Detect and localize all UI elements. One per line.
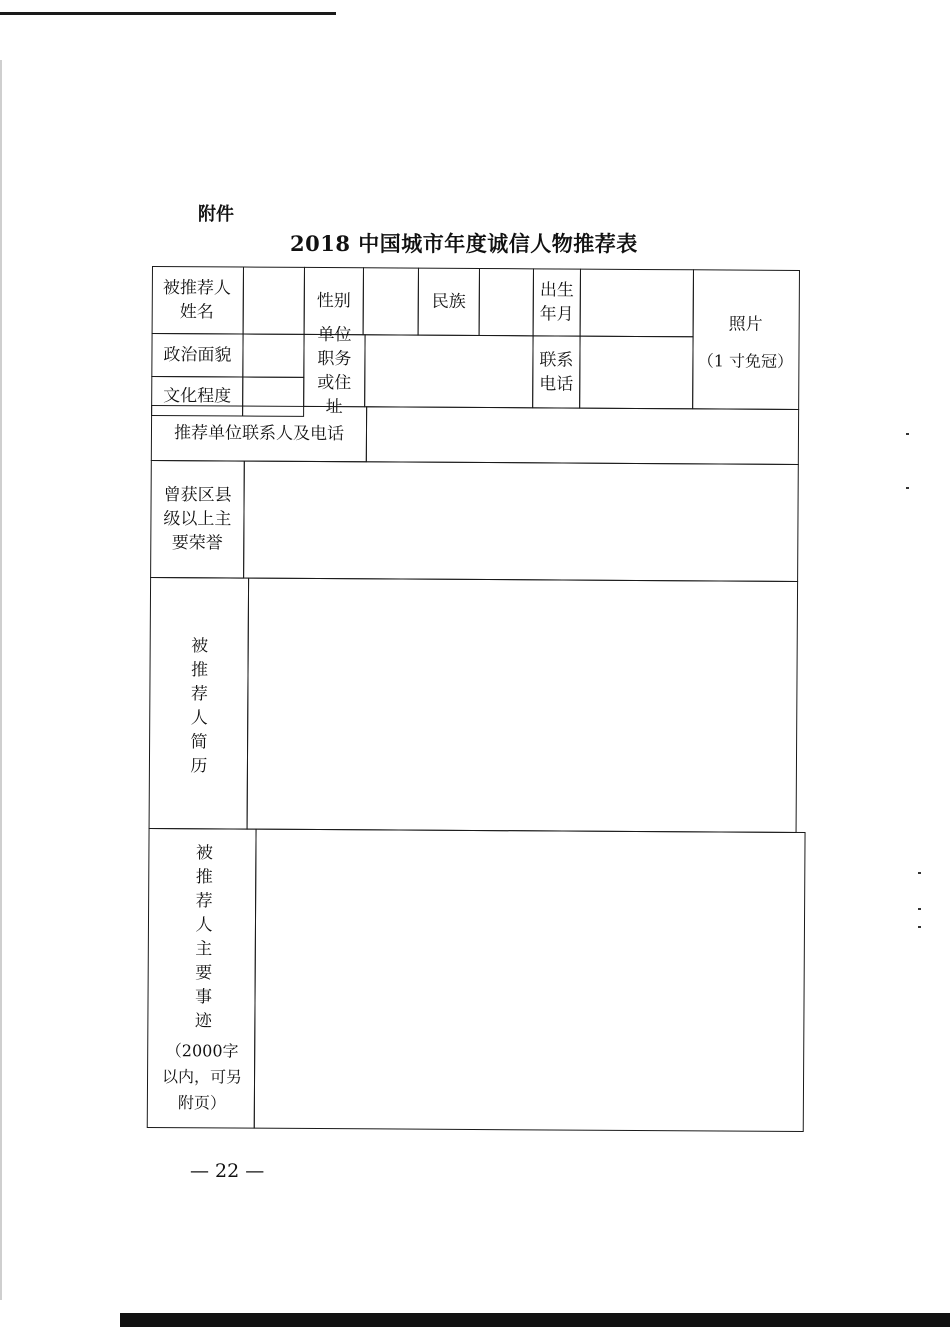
recommender-label: 推荐单位联系人及电话: [173, 423, 345, 445]
birth-field[interactable]: [580, 269, 694, 338]
deeds-note: （2000字以内，可另附页）: [161, 1041, 243, 1113]
ethnicity-label: 民族: [431, 291, 466, 312]
scan-speck: [906, 433, 909, 435]
political-field[interactable]: [242, 334, 304, 378]
ethnicity-field[interactable]: [479, 268, 534, 336]
name-label-cell: [152, 266, 244, 335]
attachment-label: 附件: [198, 204, 234, 225]
scan-speck: [918, 908, 921, 910]
scan-top-edge: [0, 12, 336, 15]
name-label: 被推荐人姓名: [162, 278, 231, 323]
unit-label-cell: [303, 325, 365, 418]
photo-note: （1 寸免冠）: [697, 351, 794, 371]
photo-cell[interactable]: [692, 269, 800, 410]
gender-field[interactable]: [363, 267, 419, 335]
honors-field[interactable]: [243, 461, 799, 582]
unit-field[interactable]: [364, 334, 533, 408]
birth-label-cell: [533, 268, 581, 336]
form-title: 2018 中国城市年度诚信人物推荐表: [290, 231, 638, 256]
phone-field[interactable]: [579, 336, 693, 410]
scan-speck: [906, 487, 909, 489]
resume-field[interactable]: [247, 578, 799, 833]
page-number: — 22 —: [190, 1160, 265, 1182]
resume-label: 被推荐人简历: [190, 636, 209, 777]
political-label: 政治面貌: [163, 345, 232, 366]
scan-speck: [918, 926, 921, 928]
education-label: 文化程度: [163, 386, 232, 407]
scan-speck: [918, 872, 921, 874]
phone-label: 联系电话: [539, 350, 574, 395]
name-field[interactable]: [243, 267, 305, 335]
deeds-label: 被推荐人主要事迹: [194, 843, 213, 1032]
phone-label-cell: [532, 335, 580, 408]
scan-left-edge: [0, 60, 2, 1300]
photo-label: 照片: [728, 314, 763, 335]
recommender-field[interactable]: [366, 406, 799, 465]
honors-label-cell: [150, 460, 245, 579]
scan-bottom-edge: [120, 1313, 950, 1327]
ethnicity-label-cell: [418, 268, 480, 336]
resume-label-cell: [149, 577, 250, 830]
unit-label: 单位职务或住址: [317, 325, 352, 418]
honors-label: 曾获区县级以上主要荣誉: [163, 485, 232, 554]
recommender-label-cell: [151, 405, 367, 462]
gender-label: 性别: [316, 291, 351, 312]
recommendation-form: [147, 266, 800, 1132]
political-label-cell: [151, 333, 243, 378]
deeds-label-cell: [147, 828, 257, 1129]
birth-label: 出生年月: [539, 280, 574, 325]
deeds-field[interactable]: [254, 829, 806, 1132]
